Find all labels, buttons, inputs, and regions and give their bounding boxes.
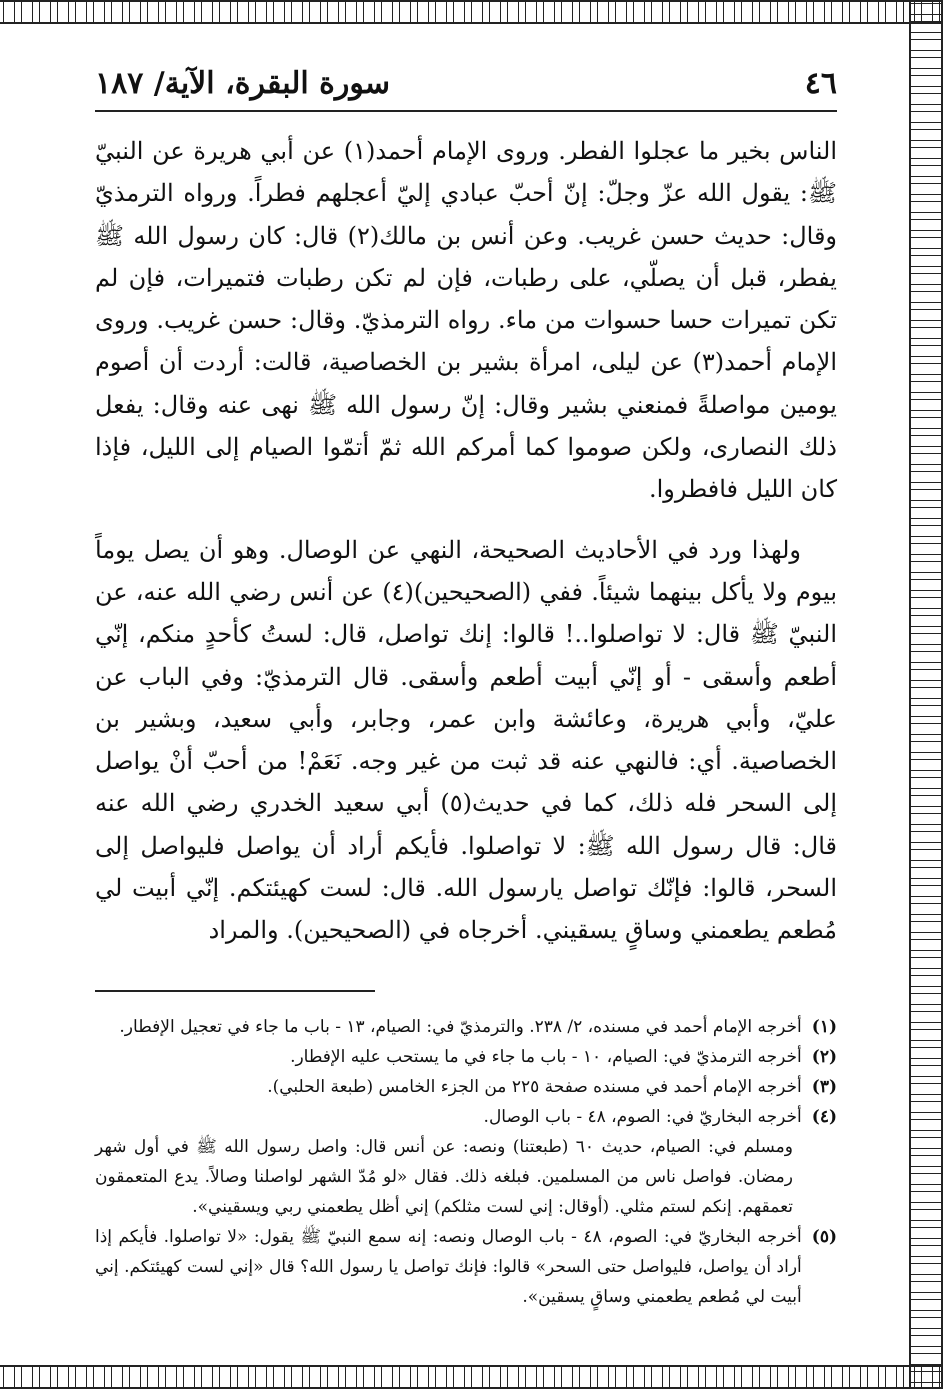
footnote-3: [95, 1072, 837, 1102]
book-page: [95, 60, 837, 1312]
footnote-text: أخرجه البخاريّ في: الصوم، ٤٨ - باب الوصال ونصه: إنه سمع النبيّ ﷺ يقول: «لا تواصلوا. فأيكم إذا أراد أن يواصل، فليواصل حتى السحر» قالوا: فإنك تواصل يا رسول الله؟ قال «إني لست كهيئتكم. إني أبيت لي مُطعم يطعمني وساقٍ يسقين».: [95, 1226, 802, 1307]
footnote-1: [95, 1012, 837, 1042]
main-text: [95, 130, 837, 952]
footnote-4-continuation: ومسلم في: الصيام، حديث ٦٠ (طبعتنا) ونصه: عن أنس قال: واصل رسول الله ﷺ في أول شهر رمضان. فواصل ناس من المسلمين. فبلغه ذلك. فقال «لو مُدّ الشهر لواصلنا وصالاً. يدع المتعمقون تعمقهم. إنكم لستم مثلي. (أوقال: إني لست مثلكم) إني أظل يطعمني ربي ويسقيني».: [95, 1136, 793, 1217]
footnote-text: أخرجه الإمام أحمد في مسنده، ٢/ ٢٣٨. والترمذيّ في: الصيام، ١٣ - باب ما جاء في تعجيل الإفطار.: [119, 1016, 802, 1037]
page-border-bottom: [0, 1365, 943, 1389]
page-border-top: [0, 0, 943, 24]
footnote-text: أخرجه البخاريّ في: الصوم، ٤٨ - باب الوصال.: [483, 1106, 802, 1127]
footnote-number: (٥): [811, 1226, 837, 1247]
footnote-text: أخرجه الترمذيّ في: الصيام، ١٠ - باب ما جاء في ما يستحب عليه الإفطار.: [290, 1046, 802, 1067]
section-title: سورة البقرة، الآية/ ١٨٧: [95, 66, 391, 101]
footnote-number: (٤): [811, 1106, 837, 1127]
footnote-text: أخرجه الإمام أحمد في مسنده صفحة ٢٢٥ من الجزء الخامس (طبعة الحلبي).: [267, 1076, 802, 1097]
footnote-5: [95, 1222, 837, 1312]
paragraph-2: ولهذا ورد في الأحاديث الصحيحة، النهي عن الوصال. وهو أن يصل يوماً بيوم ولا يأكل بينهما شيئاً. ففي (الصحيحين)(٤) عن أنس رضي الله عنه، عن النبيّ ﷺ قال: لا تواصلوا..! قالوا: إنك تواصل، قال: لستُ كأحدٍ منكم، إنّي أطعم وأسقى - أو إنّي أبيت أطعم وأسقى. قال الترمذيّ: وفي الباب عن عليّ، وأبي هريرة، وعائشة وابن عمر، وجابر، وأبي سعيد، وبشير بن الخصاصية. أي: فالنهي عنه قد ثبت من غير وجه. نَعَمْ! من أحبّ أنْ يواصل إلى السحر فله ذلك، كما في حديث(٥) أبي سعيد الخدري رضي الله عنه قال: قال رسول الله ﷺ: لا تواصلوا. فأيكم أراد أن يواصل فليواصل إلى السحر، قالوا: فإنّك تواصل يارسول الله. قال: لست كهيئتكم. إنّي أبيت لي مُطعم يطعمني وساقٍ يسقيني. أخرجاه في (الصحيحين). والمراد: [95, 535, 838, 945]
footnote-number: (٣): [811, 1076, 837, 1097]
footnotes: [95, 1012, 837, 1312]
paragraph-1: الناس بخير ما عجلوا الفطر. وروى الإمام أحمد(١) عن أبي هريرة عن النبيّ ﷺ: يقول الله عزّ وجلّ: إنّ أحبّ عبادي إليّ أعجلهم فطراً. ورواه الترمذيّ وقال: حديث حسن غريب. وعن أنس بن مالك(٢) قال: كان رسول الله ﷺ يفطر، قبل أن يصلّي، على رطبات، فإن لم تكن رطبات فتميرات، فإن لم تكن تميرات حسا حسوات من ماء. رواه الترمذيّ. وقال: حسن غريب. وروى الإمام أحمد(٣) عن ليلى، امرأة بشير بن الخصاصية، قالت: أردت أن أصوم يومين مواصلةً فمنعني بشير وقال: إنّ رسول الله ﷺ نهى عنه وقال: يفعل ذلك النصارى، ولكن صوموا كما أمركم الله ثمّ أتمّوا الصيام إلى الليل، فإذا كان الليل فافطروا.: [95, 137, 838, 504]
page-border-right: [909, 0, 943, 1389]
footnote-separator: [95, 990, 375, 992]
footnote-2: [95, 1042, 837, 1072]
footnote-4: [95, 1102, 837, 1132]
footnote-number: (١): [811, 1016, 837, 1037]
running-header: [95, 60, 837, 112]
page-number: ٤٦: [804, 66, 837, 101]
footnote-number: (٢): [811, 1046, 837, 1067]
